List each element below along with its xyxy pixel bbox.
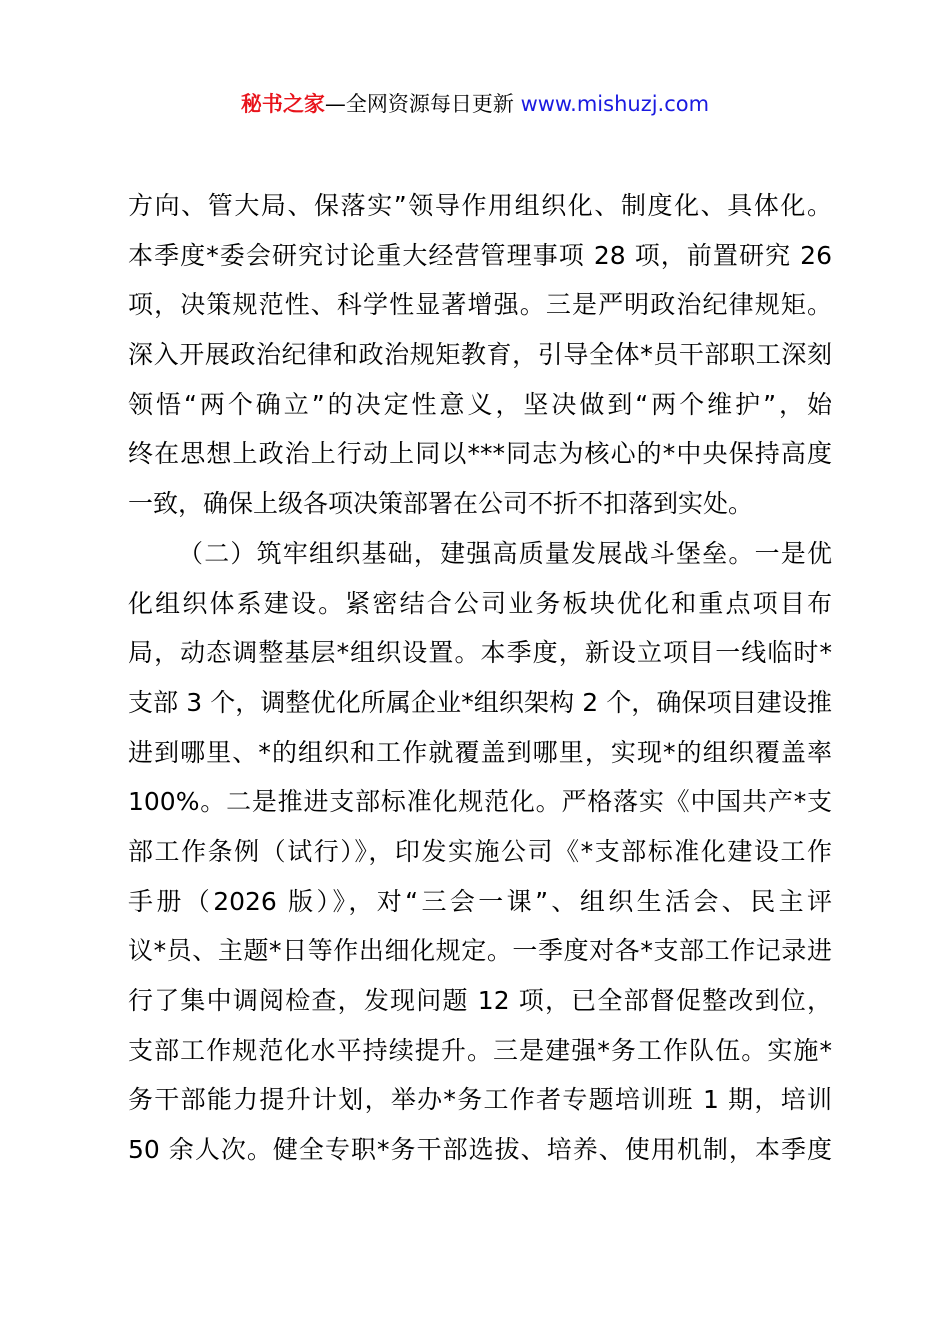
text-line: 进到哪里、*的组织和工作就覆盖到哪里，实现*的组织覆盖率 [128,737,832,767]
text-line: 局，动态调整基层*组织设置。本季度，新设立项目一线临时* [128,638,832,668]
site-slogan: —全网资源每日更新 [324,92,521,116]
site-url-link[interactable]: www.mishuzj.com [520,92,710,116]
text-line: 终在思想上政治上行动上同以***同志为核心的*中央保持高度 [128,439,832,469]
site-header [0,88,950,120]
paragraph-first-line: （二）筑牢组织基础，建强高质量发展战斗堡垒。一是优 [178,538,832,568]
document-body [128,181,832,1175]
text-line: 方向、管大局、保落实”领导作用组织化、制度化、具体化。 [128,191,832,220]
text-line: 务干部能力提升计划，举办*务工作者专题培训班 1 期，培训 [128,1085,832,1115]
text-line: 深入开展政治纪律和政治规矩教育，引导全体*员干部职工深刻 [128,340,832,370]
text-line: 部工作条例（试行）》，印发实施公司《*支部标准化建设工作 [128,836,832,866]
text-line: 本季度*委会研究讨论重大经营管理事项 28 项，前置研究 26 [128,240,832,270]
text-line: 项，决策规范性、科学性显著增强。三是严明政治纪律规矩。 [128,290,832,320]
text-line: 化组织体系建设。紧密结合公司业务板块优化和重点项目布 [128,588,832,618]
text-line: 支部工作规范化水平持续提升。三是建强*务工作队伍。实施* [128,1035,832,1065]
text-line: 领悟“两个确立”的决定性意义，坚决做到“两个维护”，始 [128,389,832,419]
text-line: 100%。二是推进支部标准化规范化。严格落实《中国共产*支 [128,787,832,817]
text-line: 一致，确保上级各项决策部署在公司不折不扣落到实处。 [128,489,754,519]
text-line: 行了集中调阅检查，发现问题 12 项，已全部督促整改到位， [128,986,832,1015]
text-line: 支部 3 个，调整优化所属企业*组织架构 2 个，确保项目建设推 [128,687,832,717]
site-brand-name: 秘书之家 [240,92,325,116]
text-line: 议*员、主题*日等作出细化规定。一季度对各*支部工作记录进 [128,936,832,966]
text-line: 50 余人次。健全专职*务干部选拔、培养、使用机制，本季度 [128,1135,832,1165]
text-line: 手册（2026 版）》，对“三会一课”、组织生活会、民主评 [128,886,832,916]
